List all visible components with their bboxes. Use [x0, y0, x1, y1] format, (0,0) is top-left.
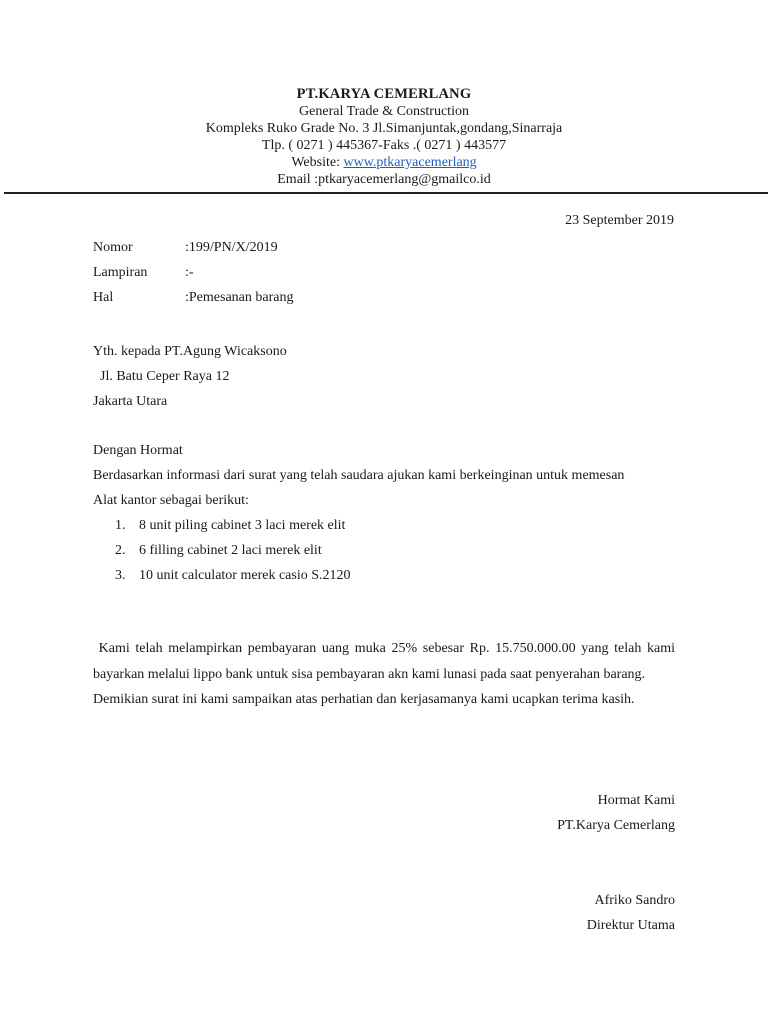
- signer-name: Afriko Sandro: [594, 893, 675, 908]
- intro-paragraph: Berdasarkan informasi dari surat yang telah saudara ajukan kami berkeinginan untuk memesan: [93, 468, 625, 483]
- recipient-line: Yth. kepada PT.Agung Wicaksono: [93, 344, 287, 359]
- letterhead-divider: [4, 192, 768, 194]
- signature-name-block: [587, 888, 675, 938]
- meta-key: Nomor: [93, 240, 133, 255]
- letterhead: [0, 86, 768, 188]
- list-number: 3.: [115, 568, 126, 583]
- company-website: [0, 154, 768, 171]
- website-label: Website:: [291, 155, 344, 170]
- letter-date: 23 September 2019: [565, 213, 674, 228]
- recipient-line: Jl. Batu Ceper Raya 12: [100, 369, 230, 384]
- list-item: [115, 563, 675, 588]
- signature-company: PT.Karya Cemerlang: [557, 818, 675, 833]
- letter-meta: [93, 238, 683, 313]
- recipient-line: Jakarta Utara: [93, 394, 168, 409]
- signer-title: Direktur Utama: [586, 918, 675, 933]
- meta-value: :Pemesanan barang: [185, 290, 294, 305]
- company-name: PT.KARYA CEMERLANG: [296, 86, 472, 102]
- recipient-block: [93, 339, 287, 414]
- list-text: 8 unit piling cabinet 3 laci merek elit: [139, 518, 346, 533]
- list-number: 1.: [115, 518, 126, 533]
- meta-value: :-: [185, 265, 194, 280]
- meta-row-nomor: [93, 238, 683, 263]
- closing-paragraph: Demikian surat ini kami sampaikan atas perhatian dan kerjasamanya kami ucapkan terima kasih.: [93, 692, 635, 707]
- order-list: [93, 513, 675, 588]
- meta-value: :199/PN/X/2019: [185, 240, 278, 255]
- signature-salutation-block: [557, 788, 675, 838]
- closing-section: [93, 636, 679, 713]
- meta-row-lampiran: [93, 263, 683, 288]
- meta-key: Lampiran: [93, 265, 148, 280]
- company-address: Kompleks Ruko Grade No. 3 Jl.Simanjuntak,gondang,Sinarraja: [205, 121, 563, 136]
- payment-paragraph: Kami telah melampirkan pembayaran uang muka 25% sebesar Rp. 15.750.000.00 yang telah kami bayarkan melalui lippo bank untuk sisa pembayaran akn kami lunasi pada saat penyerahan barang.: [93, 641, 679, 682]
- greeting: Dengan Hormat: [93, 443, 183, 458]
- list-item: [115, 538, 675, 563]
- list-item: [115, 513, 675, 538]
- website-link[interactable]: www.ptkaryacemerlang: [343, 155, 477, 170]
- letter-body: [93, 438, 675, 588]
- list-text: 10 unit calculator merek casio S.2120: [139, 568, 351, 583]
- list-intro: Alat kantor sebagai berikut:: [93, 493, 249, 508]
- meta-key: Hal: [93, 290, 114, 305]
- signature-salutation: Hormat Kami: [597, 793, 675, 808]
- list-text: 6 filling cabinet 2 laci merek elit: [139, 543, 322, 558]
- company-email: Email :ptkaryacemerlang@gmailco.id: [277, 172, 491, 187]
- company-phone: Tlp. ( 0271 ) 445367-Faks .( 0271 ) 443577: [261, 138, 507, 153]
- meta-row-hal: [93, 288, 683, 313]
- list-number: 2.: [115, 543, 126, 558]
- company-tagline: General Trade & Construction: [299, 104, 469, 119]
